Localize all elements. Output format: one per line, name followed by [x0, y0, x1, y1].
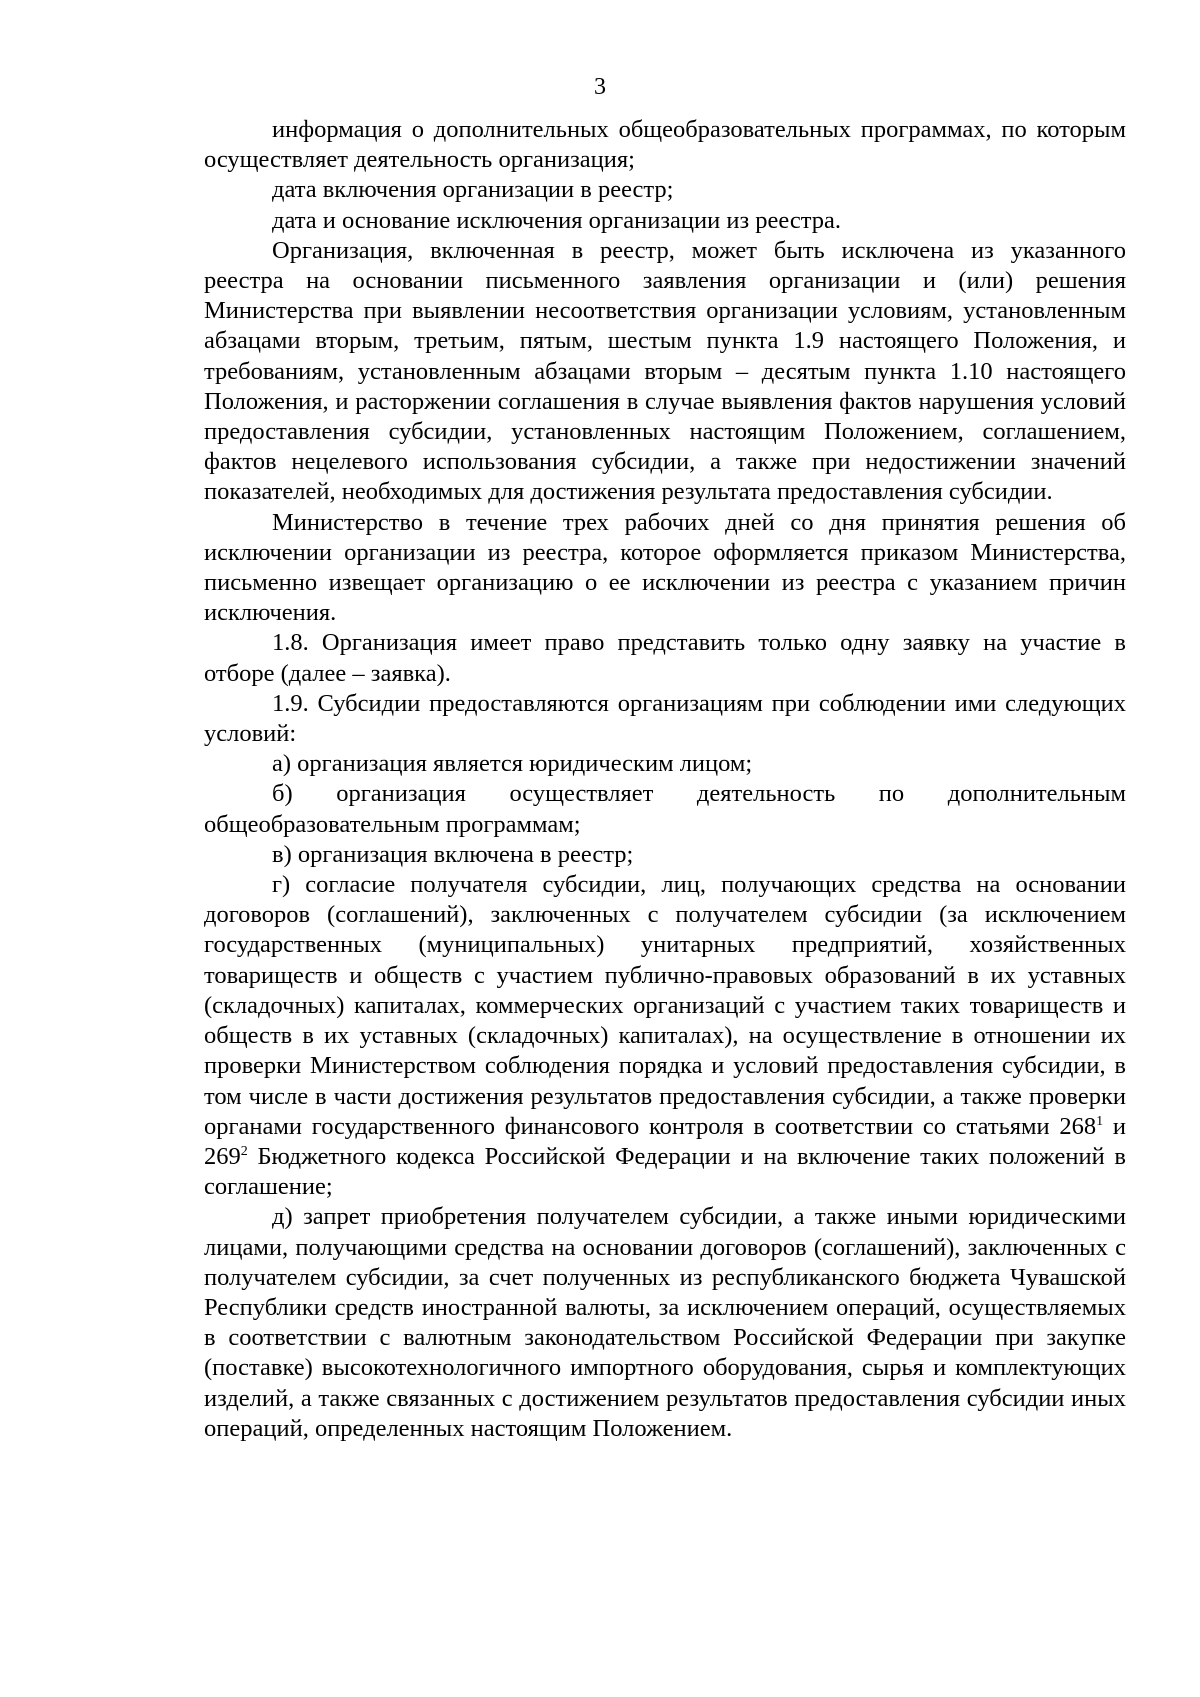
paragraph-item-b: б) организация осуществляет деятельность по дополнительным общеобразовательным программам; — [204, 780, 1126, 838]
item-g-superscript-2: 2 — [240, 1143, 248, 1159]
paragraph-ministry-notice: Министерство в течение трех рабочих дней со дня принятия решения об исключении организации из реестра, которое оформляется приказом Министерства, письменно извещает организацию о ее исключении из реестра с указанием причин исключения. — [204, 508, 1126, 627]
item-g-text-before: г) согласие получателя субсидии, лиц, получающих средства на основании договоров (соглашений), заключенных с получателем субсидии (за исключением государственных (муниципальных) унитарных предприятий, хозяйственных товариществ и обществ с участием публично-правовых образований в их уставных (складочных) капиталах, коммерческих организаций с участием таких товариществ и обществ в их уставных (складочных) капиталах), на осуществление в отношении их проверки Министерством соблюдения порядка и условий предоставления субсидии, в том числе в части достижения результатов предоставления субсидии, а также проверки органами государственного финансового контроля в соответствии со статьями 268 — [204, 871, 1126, 1140]
item-g-superscript-1: 1 — [1096, 1113, 1104, 1129]
paragraph-inclusion-date: дата включения организации в реестр; — [272, 176, 674, 204]
paragraph-item-a: а) организация является юридическим лицом; — [272, 750, 753, 778]
item-g-text-after: Бюджетного кодекса Российской Федерации и на включение таких положений в соглашение; — [204, 1142, 1126, 1201]
paragraph-1-9: 1.9. Субсидии предоставляются организациям при соблюдении ими следующих условий: — [204, 689, 1126, 748]
item-g-text-middle: и 269 — [204, 1112, 1126, 1170]
document-body — [204, 115, 1126, 1444]
paragraph-exclusion-grounds: Организация, включенная в реестр, может быть исключена из указанного реестра на основании письменного заявления организации и (или) решения Министерства при выявлении несоответствия организации условиям, установленным абзацами вторым, третьим, пятым, шестым пункта 1.9 настоящего Положения, и требованиям, установленным абзацами вторым – десятым пункта 1.10 настоящего Положения, и расторжении соглашения в случае выявления фактов нарушения условий предоставления субсидии, установленных настоящим Положением, соглашением, фактов нецелевого использования субсидии, а также при недостижении значений показателей, необходимых для достижения результата предоставления субсидии. — [204, 236, 1126, 506]
paragraph-1-8: 1.8. Организация имеет право представить только одну заявку на участие в отборе (далее – заявка). — [204, 629, 1126, 687]
page-number: 3 — [594, 74, 606, 100]
paragraph-item-g — [204, 870, 1126, 1202]
paragraph-item-d: д) запрет приобретения получателем субсидии, а также иными юридическими лицами, получающими средства на основании договоров (соглашений), заключенных с получателем субсидии, за счет полученных из республиканского бюджета Чувашской Республики средств иностранной валюты, за исключением операций, осуществляемых в соответствии с валютным законодательством Российской Федерации при закупке (поставке) высокотехнологичного импортного оборудования, сырья и комплектующих изделий, а также связанных с достижением результатов предоставления субсидии иных операций, определенных настоящим Положением. — [204, 1203, 1126, 1442]
paragraph-programs-info: информация о дополнительных общеобразовательных программах, по которым осуществляет деятельность организация; — [204, 116, 1126, 174]
paragraph-exclusion-date: дата и основание исключения организации из реестра. — [272, 206, 841, 234]
paragraph-item-v: в) организация включена в реестр; — [272, 840, 634, 868]
